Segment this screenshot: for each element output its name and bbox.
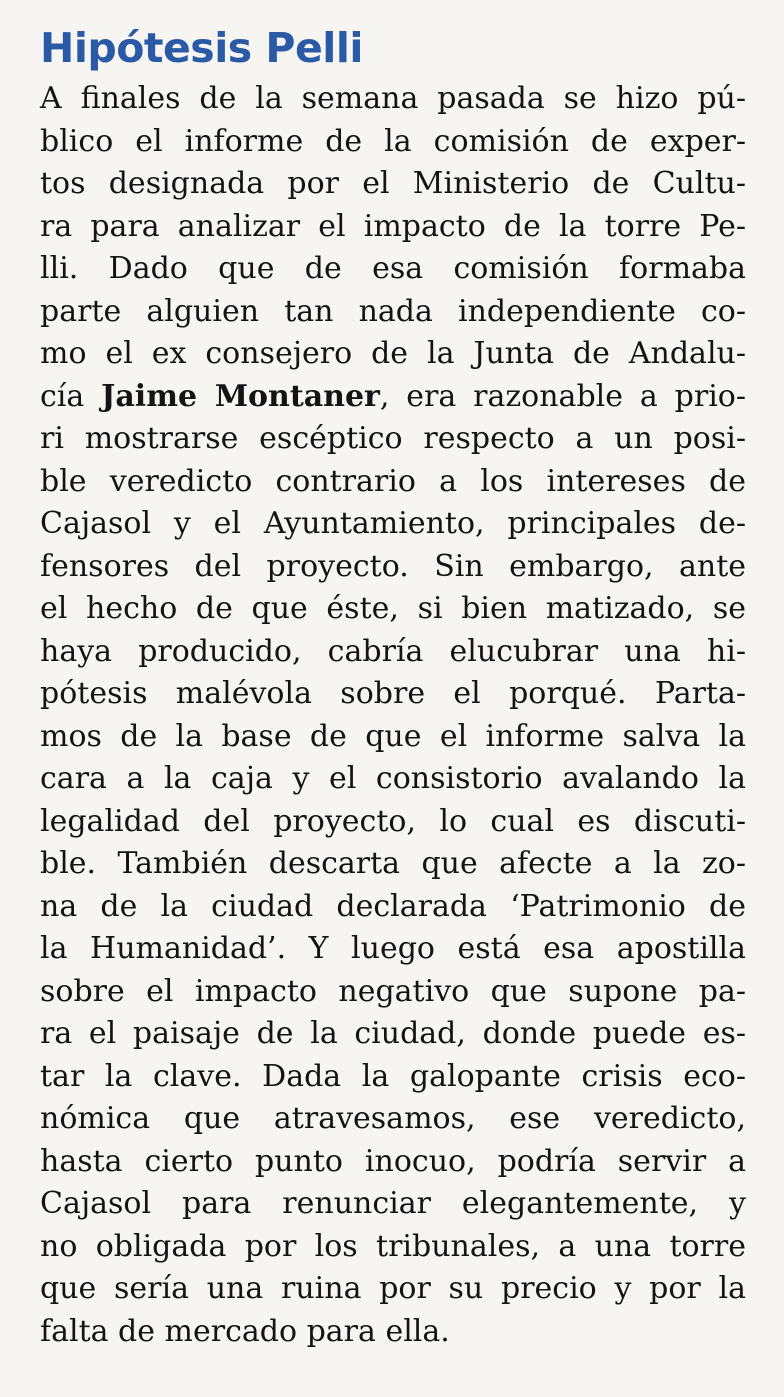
line-text-segment: , era razonable a prio- bbox=[379, 378, 746, 414]
article-line: ble veredicto contrario a los intereses de bbox=[40, 463, 746, 499]
article-line: mo el ex consejero de la Junta de Andalu- bbox=[40, 336, 746, 371]
article-line: cara a la caja y el consistorio avalando la bbox=[40, 761, 746, 796]
article-line bbox=[40, 376, 746, 419]
article-line: na de la ciudad declarada ‘Patrimonio de bbox=[40, 888, 746, 924]
article-line: nómica que atravesamos, ese veredicto, bbox=[40, 1101, 746, 1136]
article-line: el hecho de que éste, si bien matizado, se bbox=[40, 591, 746, 626]
article-line: ble. También descarta que afecte a la zo- bbox=[40, 846, 746, 881]
article-line: fensores del proyecto. Sin embargo, ante bbox=[40, 548, 746, 584]
article-line: no obligada por los tribunales, a una torre bbox=[40, 1228, 746, 1264]
article-body bbox=[40, 78, 746, 1353]
article-line: la Humanidad’. Y luego está esa apostilla bbox=[40, 931, 746, 966]
article-line: tos designada por el Ministerio de Cultu- bbox=[40, 166, 746, 201]
article-line: hasta cierto punto inocuo, podría servir a bbox=[40, 1143, 746, 1179]
article-line: ra para analizar el impacto de la torre Pe- bbox=[40, 208, 746, 244]
article-line: mos de la base de que el informe salva la bbox=[40, 718, 746, 754]
article-line: lli. Dado que de esa comisión formaba bbox=[40, 251, 746, 286]
article-line: sobre el impacto negativo que supone pa- bbox=[40, 973, 746, 1009]
line-text-segment: cía bbox=[40, 378, 102, 414]
article-line: pótesis malévola sobre el porqué. Parta- bbox=[40, 676, 746, 711]
article-line: Cajasol y el Ayuntamiento, principales de- bbox=[40, 506, 746, 541]
article-line: tar la clave. Dada la galopante crisis eco- bbox=[40, 1058, 746, 1094]
person-name-bold: Jaime Montaner bbox=[101, 378, 380, 414]
article-headline: Hipótesis Pelli bbox=[40, 24, 363, 72]
article-line: A finales de la semana pasada se hizo pú- bbox=[40, 81, 746, 116]
article-line: haya producido, cabría elucubrar una hi- bbox=[40, 633, 746, 669]
article-line: falta de mercado para ella. bbox=[40, 1313, 450, 1349]
article-line: parte alguien tan nada independiente co- bbox=[40, 293, 746, 329]
article-line: Cajasol para renunciar elegantemente, y bbox=[40, 1186, 746, 1221]
article-line: legalidad del proyecto, lo cual es discuti- bbox=[40, 803, 746, 839]
article-line: ri mostrarse escéptico respecto a un posi- bbox=[40, 421, 746, 456]
article-line: ra el paisaje de la ciudad, donde puede es- bbox=[40, 1016, 746, 1051]
article-line: blico el informe de la comisión de exper- bbox=[40, 123, 746, 159]
article-line: que sería una ruina por su precio y por la bbox=[40, 1271, 746, 1306]
